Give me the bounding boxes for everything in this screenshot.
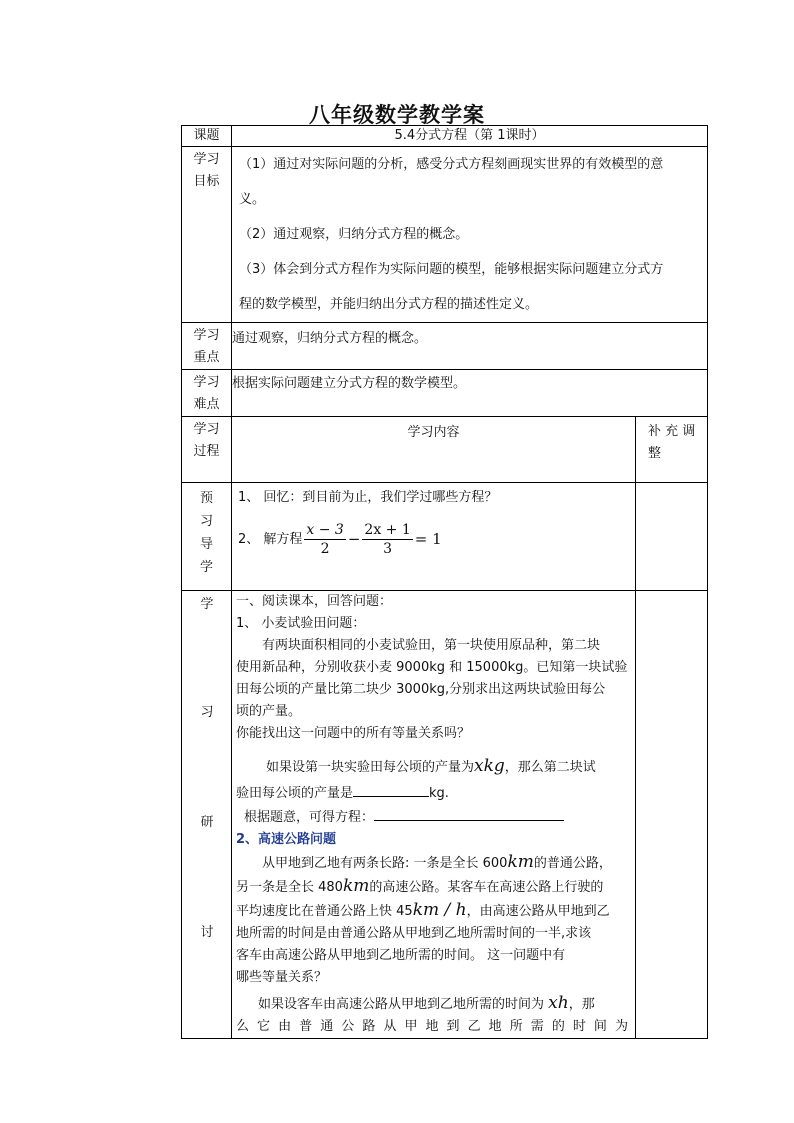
answer-blank[interactable] xyxy=(353,796,429,797)
highway-line: 从甲地到乙地有两条长路: 一条是全长 600km的普通公路， xyxy=(262,852,612,872)
fraction-2: $\frac{2x + 1}{3}$ xyxy=(364,522,411,557)
goal-line: 义。 xyxy=(239,192,266,207)
supplement-header: 补 充 调 整 xyxy=(636,417,708,483)
process-label: 学习 过程 xyxy=(182,417,232,483)
goal-line: （1）通过对实际问题的分析，感受分式方程刻画现实世界的有效模型的意 xyxy=(239,157,664,172)
highway-line: 客车由高速公路从甲地到乙地所需的时间。 这一问题中有 xyxy=(236,948,566,963)
wheat-problem-title: 1、 小麦试验田问题： xyxy=(236,616,366,631)
wheat-setup-line2: 验田每公顷的产量是 kg. xyxy=(236,786,449,801)
goal-line: 程的数学模型，并能归纳出分式方程的描述性定义。 xyxy=(239,297,539,312)
goal-line: （2）通过观察，归纳分式方程的概念。 xyxy=(239,227,469,242)
highway-problem-title: 2、高速公路问题 xyxy=(236,832,337,847)
highway-line: 平均速度比在普通公路上快 45km / h，由高速公路从甲地到乙 xyxy=(236,900,610,920)
wheat-question: 你能找出这一问题中的所有等量关系吗？ xyxy=(236,726,471,741)
preview-question-2: 2、 解方程 $\frac{x - 3}{2}$ − $\frac{2x + 1}{3}$ = 1 xyxy=(238,522,442,557)
row-difficulty xyxy=(182,370,708,417)
highway-line: 哪些等量关系？ xyxy=(236,970,328,985)
key-label: 学习 重点 xyxy=(182,323,232,370)
study-label: 学 习 研 讨 xyxy=(182,591,232,1039)
preview-content xyxy=(232,483,636,591)
study-intro: 一、阅读课本，回答问题： xyxy=(236,594,393,609)
row-topic xyxy=(182,126,708,147)
difficulty-label: 学习 难点 xyxy=(182,370,232,417)
content-header: 学习内容 xyxy=(232,417,636,483)
fraction-1: $\frac{x - 3}{2}$ xyxy=(306,522,344,557)
wheat-problem-line: 田每公顷的产量比第二块少 3000kg,分别求出这两块试验田每公 xyxy=(236,682,606,697)
topic-value: 5.4分式方程（第 1课时） xyxy=(232,126,708,147)
goals-content xyxy=(232,147,708,323)
wheat-setup: 如果设第一块实验田每公顷的产量为xkg，那么第二块试 xyxy=(266,756,596,776)
highway-last-line: 么它由普通公路从甲地到乙地所需的时间为 xyxy=(236,1019,631,1034)
study-content xyxy=(232,591,636,1039)
highway-setup: 如果设客车由高速公路从甲地到乙地所需的时间为 xh，那 xyxy=(258,993,595,1013)
highway-line: 另一条是全长 480km的高速公路。某客车在高速公路上行驶的 xyxy=(236,876,604,896)
goal-line: （3）体会到分式方程作为实际问题的模型，能够根据实际问题建立分式方 xyxy=(239,262,664,277)
row-process xyxy=(182,417,708,483)
highway-line: 地所需的时间是由普通公路从甲地到乙地所需时间的一半,求该 xyxy=(236,926,592,941)
preview-label: 预 习 导 学 xyxy=(182,483,232,591)
key-value: 通过观察，归纳分式方程的概念。 xyxy=(232,323,708,370)
row-preview xyxy=(182,483,708,591)
equation-blank[interactable] xyxy=(374,820,564,821)
study-supplement xyxy=(636,591,708,1039)
goals-label: 学习 目标 xyxy=(182,147,232,323)
preview-supplement xyxy=(636,483,708,591)
wheat-problem-line: 顷的产量。 xyxy=(236,704,302,719)
topic-label: 课题 xyxy=(182,126,232,147)
row-study xyxy=(182,591,708,1039)
wheat-problem-line: 有两块面积相同的小麦试验田，第一块使用原品种，第二块 xyxy=(262,638,601,653)
difficulty-value: 根据实际问题建立分式方程的数学模型。 xyxy=(232,370,708,417)
wheat-equation: 根据题意，可得方程： xyxy=(236,807,631,829)
document-title: 八年级数学教学案 xyxy=(309,102,485,127)
preview-question-1: 1、 回忆：到目前为止，我们学过哪些方程？ xyxy=(238,490,498,505)
row-key-point xyxy=(182,323,708,370)
row-goals xyxy=(182,147,708,323)
lesson-plan-table xyxy=(181,125,708,1039)
wheat-problem-line: 使用新品种，分别收获小麦 9000kg 和 15000kg。已知第一块试验 xyxy=(236,660,628,675)
